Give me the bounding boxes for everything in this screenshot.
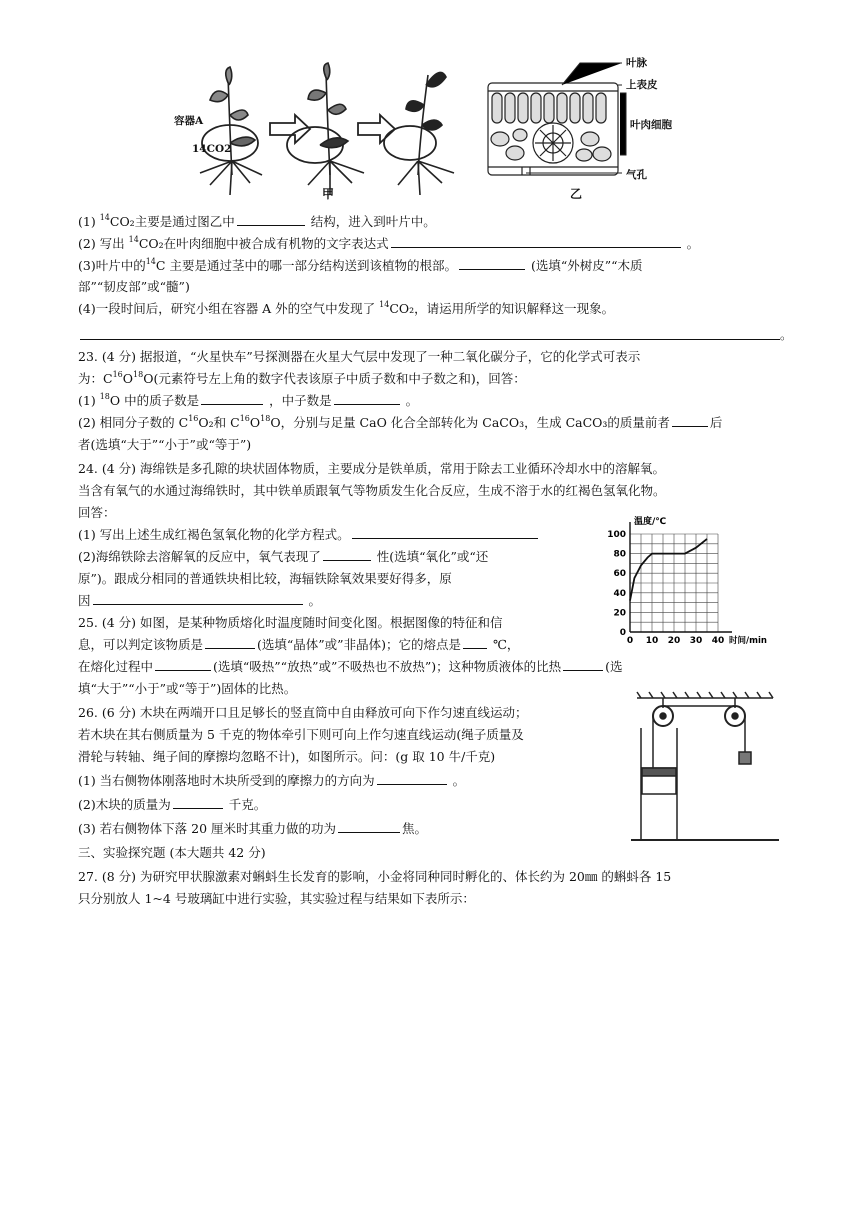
q22-part2: [78, 234, 699, 253]
q24-part2: [78, 547, 488, 566]
q23-line1: 23. (4 分) 据报道，“火星快车”号探测器在火星大气层中发现了一种二氧化碳分子，它的化学式可表示: [78, 349, 641, 364]
pulley-figure: [625, 688, 785, 848]
x-axis-label: 时间/min: [729, 636, 767, 646]
y-axis-label: 温度/℃: [634, 517, 667, 527]
answer-blank[interactable]: [391, 234, 681, 248]
q22-p3-text: C 主要是通过茎中的哪一部分结构送到该植物的根部。: [155, 258, 457, 273]
y-tick-label: 80: [613, 549, 626, 560]
q24-line2: 当含有氧气的水通过海绵铁时，其中铁单质跟氧气等物质发生化合反应，生成不溶于水的红褐色氢氧化物。: [78, 483, 666, 498]
q24-line1: 24. (4 分) 海绵铁是多孔隙的块状固体物质，主要成分是铁单质，常用于除去工业循环冷却水中的溶解氧。: [78, 461, 666, 476]
answer-blank[interactable]: [155, 657, 211, 671]
y-tick-label: 100: [607, 530, 626, 540]
q22-p2-prefix: (2) 写出: [78, 236, 129, 251]
q25-line3: [78, 657, 623, 676]
answer-blank[interactable]: [237, 212, 305, 226]
x-tick-label: 0: [626, 636, 634, 646]
q25-l3-suffix: (选: [605, 659, 623, 674]
q22-p1-suffix: 结构，进入到叶片中。: [310, 214, 436, 229]
x-tick-label: 40: [711, 636, 725, 646]
o18-superscript: 18: [260, 414, 271, 423]
q23-p2-prefix: (2) 相同分子数的 C: [78, 415, 189, 430]
o16-superscript: 16: [239, 414, 250, 423]
figure-plant-drawing: [170, 55, 670, 215]
answer-blank[interactable]: [334, 391, 400, 405]
q22-p2-text: CO₂在叶肉细胞中被合成有机物的文字表达式: [138, 236, 389, 251]
q26-line1: 26. (6 分) 木块在两端开口且足够长的竖直筒中自由释放可向下作匀速直线运动；: [78, 705, 528, 720]
q26-p2-unit: 千克。: [228, 797, 267, 812]
answer-blank[interactable]: [672, 413, 708, 427]
answer-blank[interactable]: [201, 391, 263, 405]
answer-blank[interactable]: [352, 525, 538, 539]
q24-reason-prefix: 因: [78, 593, 91, 608]
y-tick-label: 20: [613, 608, 626, 619]
q26-line3: 滑轮与转轴、绳子间的摩擦均忽略不计)，如图所示。问：(g 取 10 牛/千克): [78, 749, 496, 764]
q23-part2: [78, 413, 722, 432]
q23-part1: [78, 391, 418, 410]
q24-line6: 原”)。跟成分相同的普通铁块相比较，海辐铁除氧效果要好得多，原: [78, 571, 452, 586]
y-tick-label: 60: [613, 569, 626, 580]
co2-label: 14CO2: [192, 143, 232, 155]
q26-part1: [78, 771, 465, 790]
container-a-label: 容器A: [174, 115, 204, 127]
q26-part3: [78, 819, 427, 838]
q26-p3-text: (3) 若右侧物体下落 20 厘米时其重力做的功为: [78, 821, 337, 836]
leaf-label-vein: 叶脉: [626, 57, 647, 69]
q23-p1-neutron: ，中子数是: [269, 393, 332, 408]
q24-p1-text: (1) 写出上述生成红褐色氢氧化物的化学方程式。: [78, 527, 350, 542]
q26-part2: [78, 795, 266, 814]
answer-blank[interactable]: [377, 771, 447, 785]
melting-chart: [604, 512, 767, 647]
answer-blank[interactable]: [459, 256, 525, 270]
answer-blank[interactable]: [563, 657, 603, 671]
x-tick-label: 20: [667, 636, 681, 646]
q26-p3-unit: 焦。: [402, 821, 428, 836]
q23-formula-note: O(元素符号左上角的数字代表该原子中质子数和中子数之和)，回答：: [143, 371, 526, 386]
q22-p3-options: (选填“外树皮”“木质: [530, 258, 643, 273]
q23-line5: 者(选填“大于”“小于”或“等于”): [78, 437, 252, 452]
melting-chart-svg: [604, 512, 767, 647]
q24-line7: [78, 591, 321, 610]
y-tick-label: 0: [619, 628, 626, 638]
section-3-heading: 三、实验探究题 (本大题共 42 分): [78, 845, 266, 860]
q22-p4-text: CO₂，请运用所学的知识解释这一现象。: [389, 301, 615, 316]
caption-jia: 甲: [322, 187, 335, 201]
o16-superscript: 16: [112, 370, 123, 379]
o18-superscript: 18: [133, 370, 144, 379]
q25-l2-unit: ℃，: [492, 637, 520, 652]
q24-p2-text: (2)海绵铁除去溶解氧的反应中，氧气表现了: [78, 549, 321, 564]
q23-p2-o: O: [249, 415, 261, 430]
q27-line2: 只分别放人 1~4 号玻璃缸中进行实验，其实验过程与结果如下表所示：: [78, 891, 475, 906]
q22-part1: [78, 212, 436, 231]
q25-l3-text: 在熔化过程中: [78, 659, 154, 674]
x-tick-label: 10: [645, 636, 659, 646]
q23-p1-proton: O 中的质子数是: [109, 393, 200, 408]
q24-reason-end: 。: [308, 593, 322, 608]
answer-blank[interactable]: [323, 547, 371, 561]
q23-line2: [78, 369, 526, 388]
q22-p4-prefix: (4)一段时间后，研究小组在容器 A 外的空气中发现了: [78, 301, 380, 316]
q22-p1-prefix: (1): [78, 214, 100, 229]
x-tick-label: 30: [689, 636, 703, 646]
c14-superscript: 14: [128, 235, 139, 244]
c14-superscript: 14: [145, 257, 156, 266]
q23-p1-prefix: (1): [78, 393, 100, 408]
figure-plant-and-leaf: [170, 55, 670, 215]
q22-p2-suffix: 。: [686, 236, 700, 251]
leaf-label-upper-epidermis: 上表皮: [626, 79, 658, 91]
q22-p4-end: 。: [780, 327, 793, 342]
q23-formula-start: 为：C: [78, 371, 113, 386]
q22-p1-text: CO₂主要是通过图乙中: [109, 214, 235, 229]
leaf-label-mesophyll: 叶肉细胞: [630, 119, 672, 131]
q25-line2: [78, 635, 519, 654]
answer-blank[interactable]: [463, 635, 487, 649]
c14-superscript: 14: [99, 213, 110, 222]
q26-p2-text: (2)木块的质量为: [78, 797, 171, 812]
q26-p1-text: (1) 当右侧物体刚落地时木块所受到的摩擦力的方向为: [78, 773, 375, 788]
q22-p3-prefix: (3)叶片中的: [78, 258, 146, 273]
q26-p1-end: 。: [452, 773, 466, 788]
caption-yi: 乙: [570, 187, 583, 201]
y-tick-label: 40: [613, 588, 626, 599]
q25-l2-options: (选填“晶体”或”非晶体)；它的熔点是: [257, 637, 461, 652]
answer-blank[interactable]: [205, 635, 255, 649]
c14-superscript: 14: [379, 300, 390, 309]
q22-part4: [78, 299, 614, 318]
o18-superscript: 18: [99, 392, 110, 401]
pulley-drawing: [625, 688, 785, 848]
q23-p2-text: O，分别与足量 CaO 化合全部转化为 CaCO₃，生成 CaCO₃的质量前者: [270, 415, 670, 430]
answer-blank[interactable]: [93, 591, 303, 605]
leaf-label-stoma: 气孔: [626, 169, 647, 181]
q22-part3-line2: 部”“韧皮部”或“髓”): [78, 279, 190, 294]
q25-line1: 25. (4 分) 如图，是某种物质熔化时温度随时间变化图。根据图像的特征和信: [78, 615, 503, 630]
q24-part1: [78, 525, 540, 544]
temperature-curve: [630, 539, 707, 601]
answer-blank[interactable]: [173, 795, 223, 809]
q23-p2-co2: O₂和 C: [198, 415, 240, 430]
q24-line3: 回答：: [78, 505, 116, 520]
answer-line[interactable]: [80, 326, 780, 340]
q24-p2-options: 性(选填“氧化”或“还: [376, 549, 489, 564]
q23-formula-o: O: [122, 371, 134, 386]
q22-part3-line1: [78, 256, 643, 275]
q25-l2-text: 息，可以判定该物质是: [78, 637, 204, 652]
q26-line2: 若木块在其右侧质量为 5 千克的物体牵引下则可向上作匀速直线运动(绳子质量及: [78, 727, 524, 742]
q23-p1-end: 。: [405, 393, 419, 408]
answer-blank[interactable]: [338, 819, 400, 833]
q25-line4: 填“大于”“小于”或“等于”)固体的比热。: [78, 681, 297, 696]
q27-line1: 27. (8 分) 为研究甲状腺激素对蝌蚪生长发育的影响，小金将同种同时孵化的、体长约为 20㎜ 的蝌蚪各 15: [78, 869, 672, 884]
q25-l3-options: (选填“吸热”“放热”或”不吸热也不放热”)；这种物质液体的比热: [213, 659, 562, 674]
o16-superscript: 16: [188, 414, 199, 423]
q23-p2-suffix: 后: [709, 415, 723, 430]
